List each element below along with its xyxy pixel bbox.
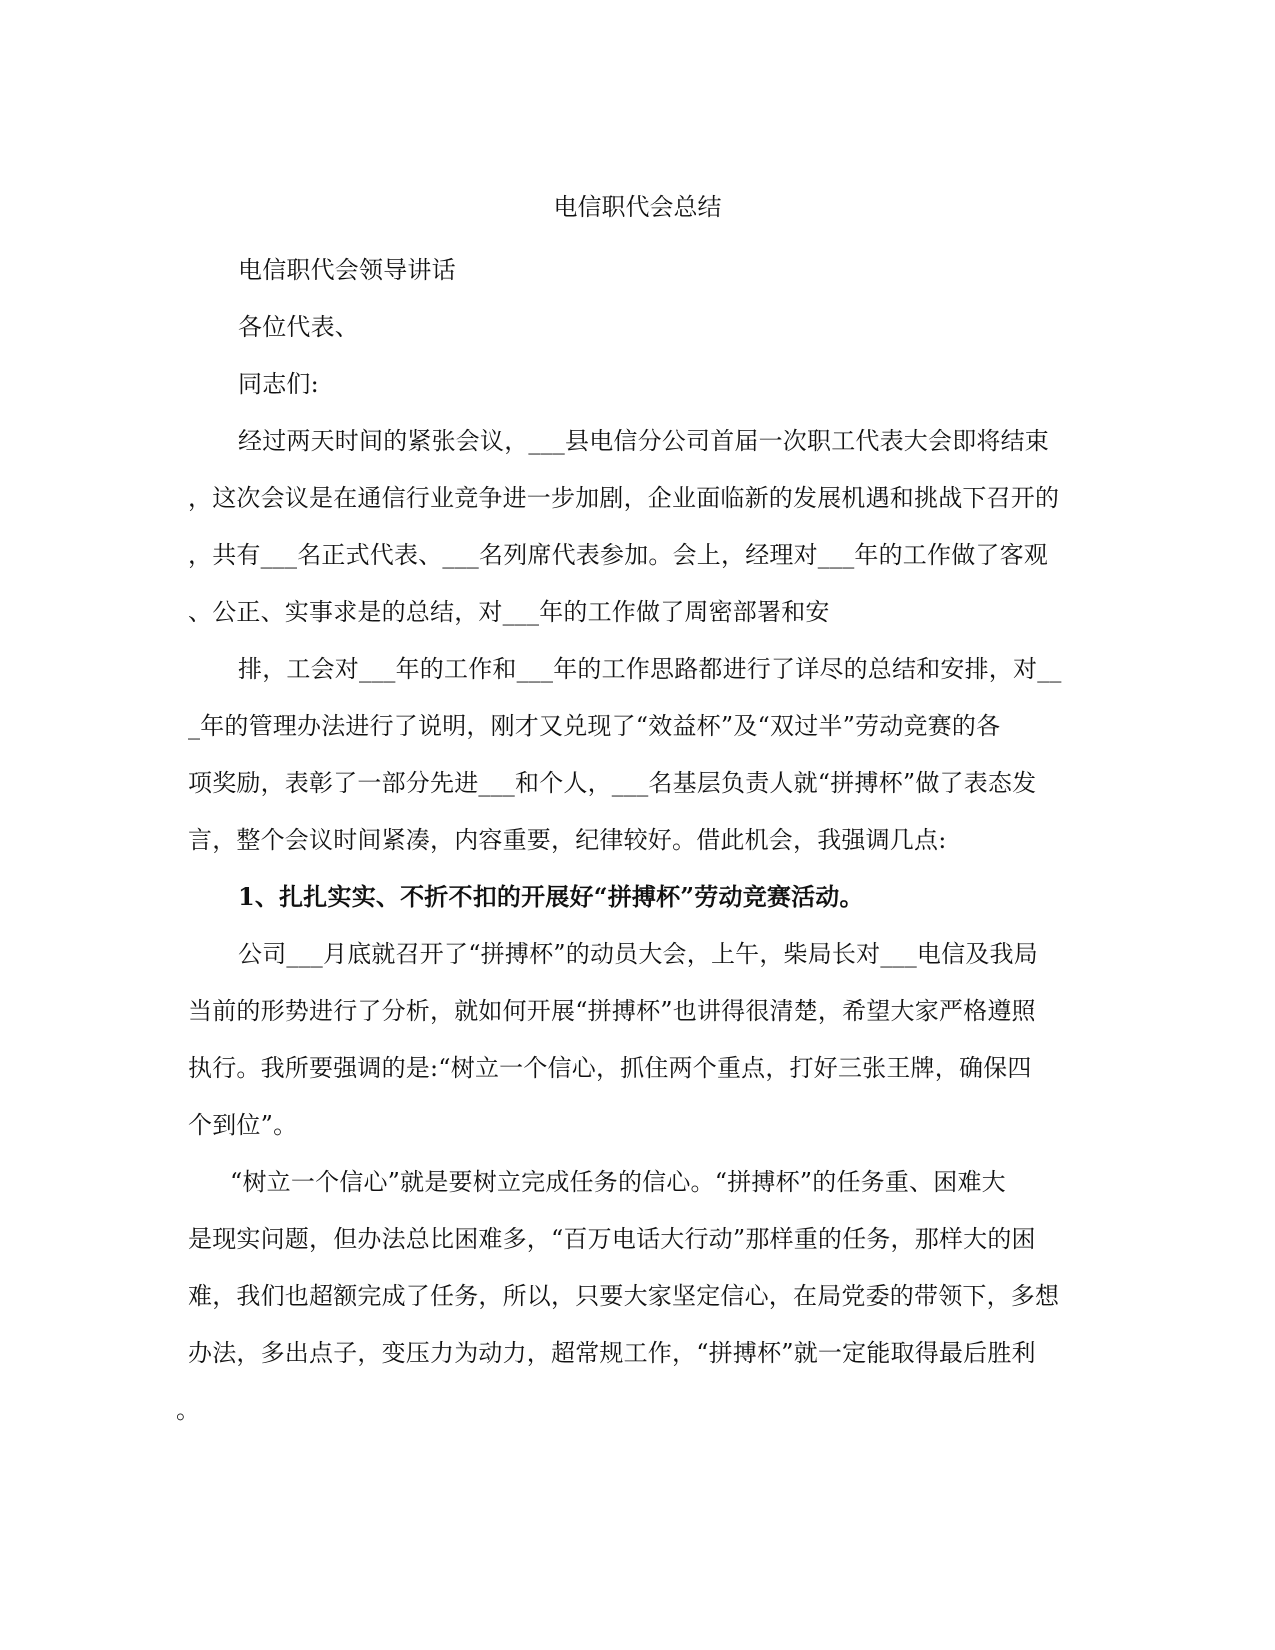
paragraph-line: 各位代表、 bbox=[238, 313, 359, 341]
paragraph-line: “树立一个信心”就是要树立完成任务的信心。“拼搏杯”的任务重、困难大 bbox=[230, 1168, 1006, 1196]
paragraph-line: 言，整个会议时间紧凑，内容重要，纪律较好。借此机会，我强调几点: bbox=[188, 826, 947, 854]
paragraph-line: 当前的形势进行了分析，就如何开展“拼搏杯”也讲得很清楚，希望大家严格遵照 bbox=[188, 997, 1036, 1025]
paragraph-line: ，共有___名正式代表、___名列席代表参加。会上，经理对___年的工作做了客观 bbox=[188, 541, 1048, 569]
paragraph-line: 个到位”。 bbox=[188, 1111, 298, 1139]
section-heading: 1、扎扎实实、不折不扣的开展好“拼搏杯”劳动竞赛活动。 bbox=[238, 882, 864, 911]
paragraph-line: 办法，多出点子，变压力为动力，超常规工作，“拼搏杯”就一定能取得最后胜利 bbox=[188, 1339, 1036, 1367]
document-title: 电信职代会总结 bbox=[553, 193, 722, 221]
paragraph-line: 、公正、实事求是的总结，对___年的工作做了周密部署和安 bbox=[188, 598, 830, 626]
paragraph-line: 执行。我所要强调的是:“树立一个信心，抓住两个重点，打好三张王牌，确保四 bbox=[188, 1054, 1032, 1082]
paragraph-line: _年的管理办法进行了说明，刚才又兑现了“效益杯”及“双过半”劳动竞赛的各 bbox=[188, 712, 1001, 740]
paragraph-line: 难，我们也超额完成了任务，所以，只要大家坚定信心，在局党委的带领下，多想 bbox=[188, 1282, 1060, 1310]
paragraph-line: 。 bbox=[176, 1396, 201, 1424]
paragraph-line: 项奖励，表彰了一部分先进___和个人，___名基层负责人就“拼搏杯”做了表态发 bbox=[188, 769, 1037, 797]
paragraph-line: 经过两天时间的紧张会议，___县电信分公司首届一次职工代表大会即将结束 bbox=[238, 427, 1049, 455]
paragraph-line: 是现实问题，但办法总比困难多，“百万电话大行动”那样重的任务，那样大的困 bbox=[188, 1225, 1036, 1253]
paragraph-line: ，这次会议是在通信行业竞争进一步加剧，企业面临新的发展机遇和挑战下召开的 bbox=[188, 484, 1060, 512]
paragraph-line: 同志们: bbox=[238, 370, 319, 398]
paragraph-line: 电信职代会领导讲话 bbox=[238, 256, 456, 284]
paragraph-line: 公司___月底就召开了“拼搏杯”的动员大会，上午，柴局长对___电信及我局 bbox=[238, 940, 1038, 968]
paragraph-line: 排，工会对___年的工作和___年的工作思路都进行了详尽的总结和安排，对__ bbox=[238, 655, 1062, 683]
